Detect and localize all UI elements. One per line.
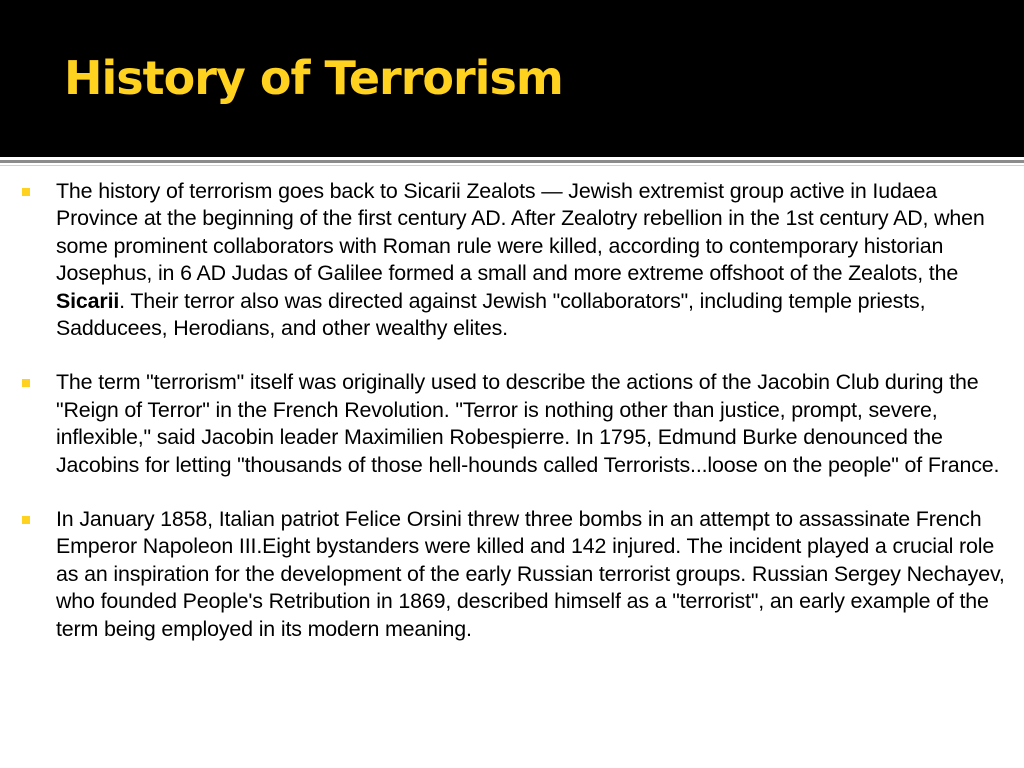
bullet-item-orsini: [0, 506, 1024, 643]
bullet-text: The term "terrorism" itself was originally used to describe the actions of the Jacobin Club during the "Reign of Terror" in the French Revolution. "Terror is nothing other than justice, prompt, severe, inflexible," said Jacobin leader Maximilien Robespierre. In 1795, Edmund Burke denounced the Jacobins for letting "thousands of those hell-hounds called Terrorists...loose on the people" of France.: [56, 370, 1000, 477]
title-divider-thin: [0, 165, 1024, 166]
square-bullet-icon: [22, 188, 30, 196]
bullet-text-part: The history of terrorism goes back to Sicarii Zealots — Jewish extremist group active in Iudaea Province at the beginning of the first century AD. After Zealotry rebellion in the 1st century AD, when some prominent collaborators with Roman rule were killed, according to contemporary historian Josephus, in 6 AD Judas of Galilee formed a small and more extreme offshoot of the Zealots, the: [56, 179, 985, 286]
bullet-list: [0, 178, 1024, 670]
title-band: [0, 0, 1024, 157]
bullet-item-sicarii: [0, 178, 1024, 342]
bullet-item-jacobins: [0, 369, 1024, 479]
title-divider: [0, 160, 1024, 163]
square-bullet-icon: [22, 379, 30, 387]
bullet-text: In January 1858, Italian patriot Felice Orsini threw three bombs in an attempt to assassinate French Emperor Napoleon III.Eight bystanders were killed and 142 injured. The incident played a crucial role as an inspiration for the development of the early Russian terrorist groups. Russian Sergey Nechayev, who founded People's Retribution in 1869, described himself as a "terrorist", an early example of the term being employed in its modern meaning.: [56, 507, 1005, 641]
bullet-text-part: . Their terror also was directed against Jewish "collaborators", including temple priests, Sadducees, Herodians, and other wealthy elites.: [56, 288, 926, 341]
slide-title: History of Terrorism: [64, 51, 563, 105]
square-bullet-icon: [22, 516, 30, 524]
bold-term: Sicarii: [56, 288, 120, 313]
